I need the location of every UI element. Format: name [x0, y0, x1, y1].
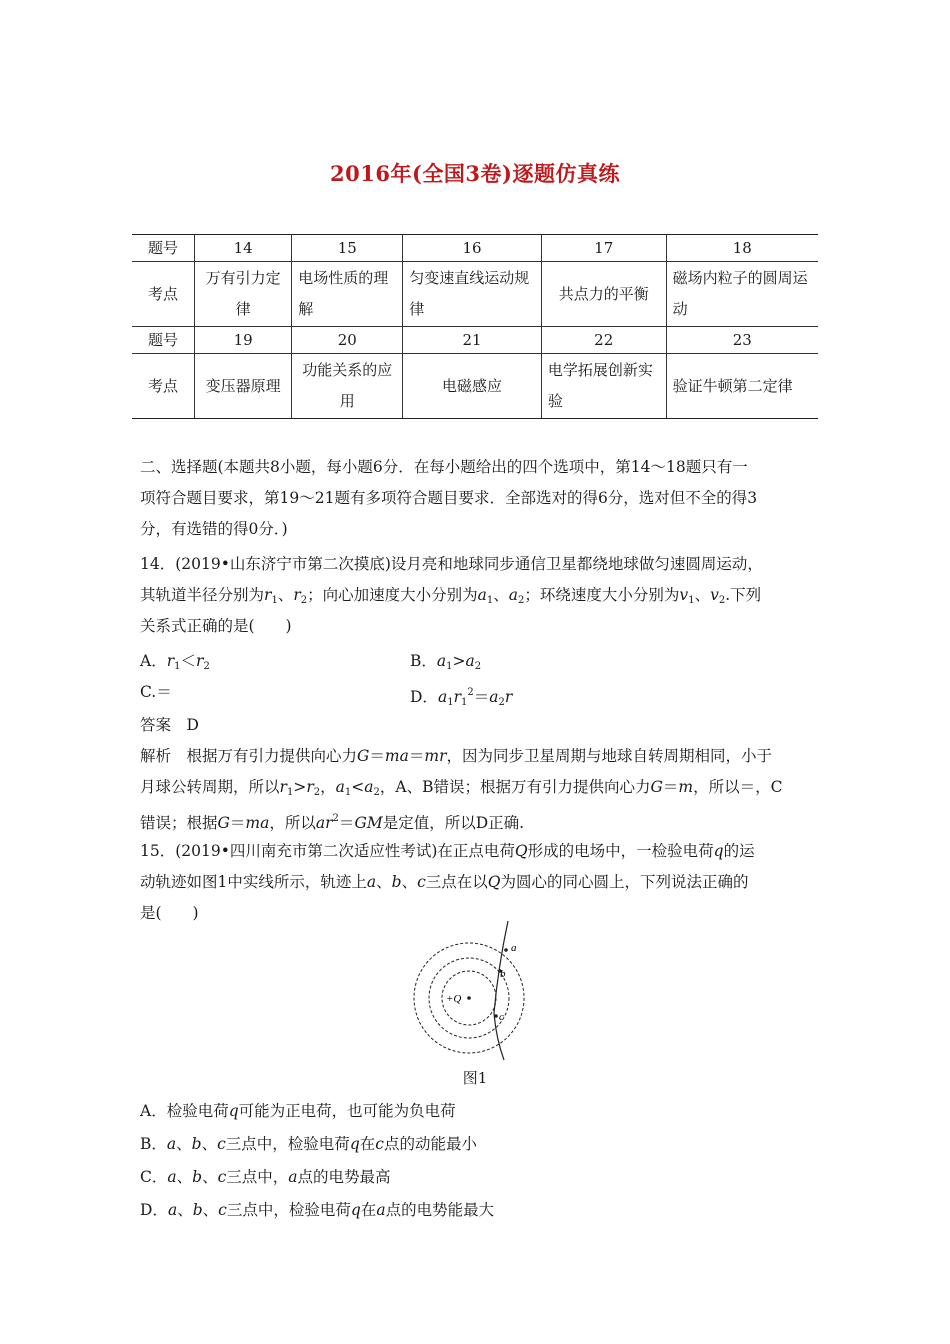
- point-a-dot: [504, 948, 508, 952]
- table-cell: 题号: [132, 327, 195, 354]
- q15-option-b: B．a、b、c三点中，检验电荷q在c点的动能最小: [140, 1135, 477, 1153]
- table-cell: 电学拓展创新实验: [541, 354, 666, 419]
- table-cell: 功能关系的应用: [292, 354, 403, 419]
- table-cell: 磁场内粒子的圆周运动: [666, 262, 818, 327]
- q14-option-a: A．$r_1<r_2$: [140, 652, 210, 672]
- table-cell: 23: [666, 327, 818, 354]
- q15-stem-line: 是( ): [140, 904, 199, 922]
- table-cell: 验证牛顿第二定律: [666, 354, 818, 419]
- q14-stem-line: 14．(2019•山东济宁市第二次摸底)设月亮和地球同步通信卫星都绕地球做匀速圆周运动，: [140, 555, 763, 573]
- label-c: c: [499, 1011, 504, 1023]
- table-cell: 共点力的平衡: [541, 262, 666, 327]
- table-cell: 题号: [132, 235, 195, 262]
- table-cell: 17: [541, 235, 666, 262]
- q15-option-a: A．检验电荷q可能为正电荷，也可能为负电荷: [140, 1102, 456, 1120]
- table-cell: 19: [195, 327, 292, 354]
- topics-table: [132, 234, 818, 419]
- table-row: [132, 235, 818, 262]
- q14-option-c: C.＝: [140, 683, 172, 701]
- table-cell: 21: [403, 327, 542, 354]
- q15-option-d: D．a、b、c三点中，检验电荷q在a点的电势能最大: [140, 1201, 495, 1219]
- label-q: +Q: [446, 993, 462, 1005]
- label-b: b: [500, 968, 506, 980]
- table-cell: 万有引力定律: [195, 262, 292, 327]
- table-cell: 20: [292, 327, 403, 354]
- page-title: 2016年(全国3卷)逐题仿真练: [330, 161, 620, 186]
- q15-stem-line: 15．(2019•四川南充市第二次适应性考试)在正点电荷Q形成的电场中，一检验电荷q的运: [140, 842, 755, 860]
- section-intro-line: 二、选择题(本题共8小题，每小题6分．在每小题给出的四个选项中，第14～18题只有一: [140, 458, 748, 476]
- table-cell: 18: [666, 235, 818, 262]
- center-dot: [467, 996, 471, 1000]
- q14-explanation-line: 解析 根据万有引力提供向心力G＝ma＝mr，因为同步卫星周期与地球自转周期相同，小于: [140, 747, 773, 765]
- section-intro-line: 项符合题目要求，第19～21题有多项符合题目要求．全部选对的得6分，选对但不全的得3: [140, 489, 758, 507]
- q14-explanation-line: 错误；根据G＝ma，所以$ar^2=GM$是定值，所以D正确.: [140, 813, 525, 832]
- q15-stem-line: 动轨迹如图1中实线所示，轨迹上a、b、c三点在以Q为圆心的同心圆上，下列说法正确的: [140, 873, 749, 891]
- q14-stem-line: 关系式正确的是( ): [140, 617, 292, 635]
- q14-stem-line: 其轨道半径分别为$r_1$、$r_2$；向心加速度大小分别为$a_1$、$a_2$；环绕速度大小分别为$v_1$、$v_2$.下列: [140, 586, 762, 606]
- table-cell: 考点: [132, 262, 195, 327]
- concentric-circles-figure: [412, 918, 536, 1062]
- point-c-dot: [494, 1014, 498, 1018]
- table-row: [132, 354, 818, 419]
- table-row: [132, 262, 818, 327]
- table-cell: 匀变速直线运动规律: [403, 262, 542, 327]
- q15-option-c: C．a、b、c三点中，a点的电势最高: [140, 1168, 391, 1186]
- table-cell: 16: [403, 235, 542, 262]
- table-cell: 变压器原理: [195, 354, 292, 419]
- label-a: a: [511, 942, 517, 954]
- q14-answer: 答案 D: [140, 716, 199, 734]
- q14-explanation-line: 月球公转周期，所以$r_1>r_2$，$a_1<a_2$，A、B错误；根据万有引力提供向心力G＝m，所以＝，C: [140, 778, 783, 798]
- figure-caption: 图1: [462, 1069, 488, 1087]
- table-cell: 考点: [132, 354, 195, 419]
- table-cell: 电磁感应: [403, 354, 542, 419]
- q14-option-d: D．$a_1r_1^2=a_2r$: [410, 687, 513, 708]
- table-row: [132, 327, 818, 354]
- table-cell: 22: [541, 327, 666, 354]
- section-intro-line: 分，有选错的得0分．): [140, 520, 288, 538]
- table-cell: 14: [195, 235, 292, 262]
- q14-option-b: B．$a_1>a_2$: [410, 652, 482, 672]
- table-cell: 15: [292, 235, 403, 262]
- table-cell: 电场性质的理解: [292, 262, 403, 327]
